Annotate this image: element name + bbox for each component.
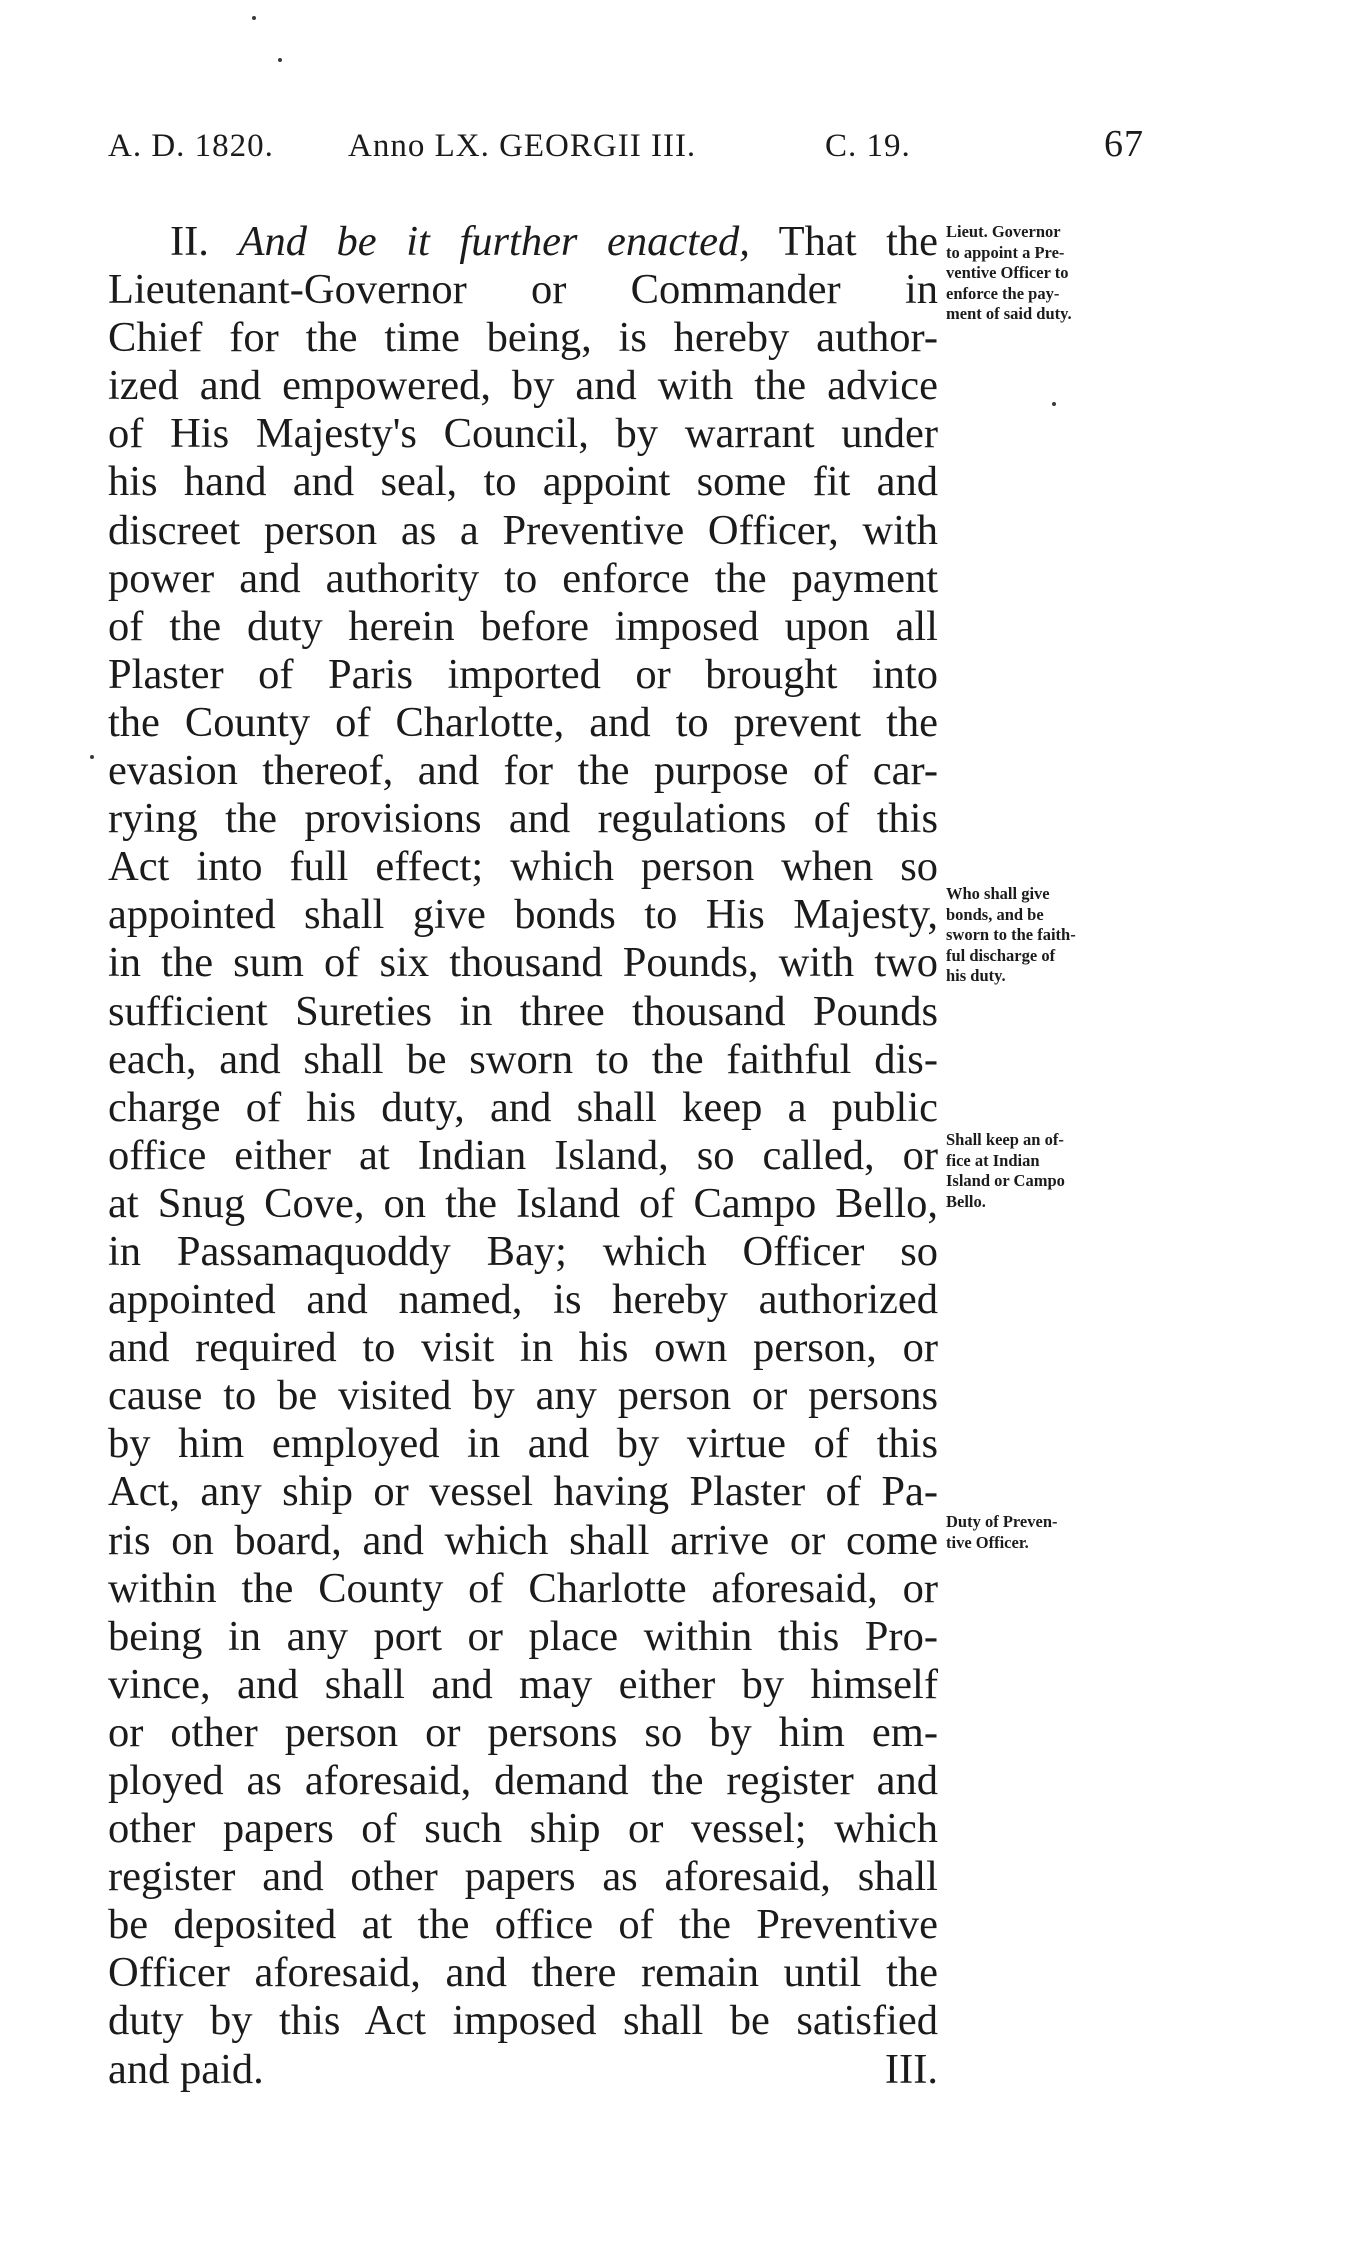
text-line: in the sum of six thousand Pounds, with two [108,939,938,987]
text-line: ris on board, and which shall arrive or come [108,1516,938,1564]
note-line: Who shall give [946,884,1050,903]
text-line: at Snug Cove, on the Island of Campo Bello, [108,1179,938,1227]
text-line: charge of his duty, and shall keep a public [108,1083,938,1131]
ink-speck [90,755,94,759]
margin-note-appointment [946,222,1142,325]
text-line: Plaster of Paris imported or brought into [108,650,938,698]
note-line: Duty of Preven- [946,1512,1058,1531]
text-line: the County of Charlotte, and to prevent the [108,698,938,746]
section-first-line [108,218,938,266]
note-line: Shall keep an of- [946,1130,1064,1149]
section-numeral: II. [170,218,209,265]
note-line: sworn to the faith- [946,925,1076,944]
text-line: appointed and named, is hereby authorized [108,1276,938,1324]
text-line: ized and empowered, by and with the advice [108,362,938,410]
text-line: or other person or persons so by him em- [108,1708,938,1756]
note-line: Island or Campo [946,1171,1065,1190]
text-line: and required to visit in his own person, or [108,1324,938,1372]
note-line: enforce the pay- [946,283,1060,303]
note-line: tive Officer. [946,1532,1029,1552]
text-line: Officer aforesaid, and there remain until the [108,1949,938,1997]
note-line: Bello. [946,1191,986,1211]
note-line: ful discharge of [946,945,1056,965]
text-line: That the [778,218,939,265]
text-line: sufficient Sureties in three thousand Pounds [108,987,938,1035]
ink-speck [252,16,256,20]
text-line: appointed shall give bonds to His Majesty, [108,891,938,939]
ink-speck [278,58,282,62]
enacting-words: And be it further enacted, [238,218,750,265]
note-line: Lieut. Governor [946,222,1061,241]
note-line: ventive Officer to [946,263,1069,282]
text-line: rying the provisions and regulations of this [108,795,938,843]
note-line: his duty. [946,966,1006,985]
text-line: evasion thereof, and for the purpose of car- [108,747,938,795]
text-line: ployed as aforesaid, demand the register and [108,1757,938,1804]
margin-note-bonds [946,884,1142,987]
section-text [108,218,938,2094]
text-line: in Passamaquoddy Bay; which Officer so [108,1227,938,1275]
text-line-last [108,2046,938,2094]
note-line: fice at Indian [946,1150,1040,1170]
text-line: within the County of Charlotte aforesaid, or [108,1564,938,1612]
header-chapter: C. 19. [825,128,911,164]
text-line: each, and shall be sworn to the faithful dis- [108,1035,938,1083]
running-header [0,123,1368,178]
text-line: office either at Indian Island, so called, or [108,1131,938,1179]
margin-note-office [946,1130,1142,1212]
note-line: ment of said duty. [946,304,1072,323]
margin-note-duty [946,1512,1142,1553]
text-line: Act into full effect; which person when so [108,843,938,891]
text-line: his hand and seal, to appoint some fit and [108,458,938,506]
note-line: bonds, and be [946,904,1044,924]
header-year: A. D. 1820. [108,128,274,164]
text-line: cause to be visited by any person or persons [108,1372,938,1420]
text-line: power and authority to enforce the payment [108,554,938,602]
text-line: of the duty herein before imposed upon all [108,602,938,650]
text-line: discreet person as a Preventive Officer, with [108,506,938,554]
page-number: 67 [1104,123,1144,165]
text-line: register and other papers as aforesaid, shall [108,1853,938,1901]
text-line: be deposited at the office of the Preventive [108,1901,938,1949]
ink-speck [1052,402,1056,406]
text-line: duty by this Act imposed shall be satisfied [108,1997,938,2045]
text-line: of His Majesty's Council, by warrant under [108,410,938,458]
text-line: by him employed in and by virtue of this [108,1420,938,1468]
text-line: and paid. [108,2045,264,2093]
note-line: to appoint a Pre- [946,242,1065,262]
text-line: other papers of such ship or vessel; which [108,1805,938,1853]
catchword: III. [884,2045,938,2093]
text-line: Act, any ship or vessel having Plaster of Pa- [108,1468,938,1516]
header-reign: Anno LX. GEORGII III. [348,128,697,164]
text-line: being in any port or place within this Pro- [108,1612,938,1660]
text-line: Chief for the time being, is hereby author- [108,314,938,362]
text-line: Lieutenant-Governor or Commander in [108,266,938,314]
text-line: vince, and shall and may either by himself [108,1660,938,1708]
